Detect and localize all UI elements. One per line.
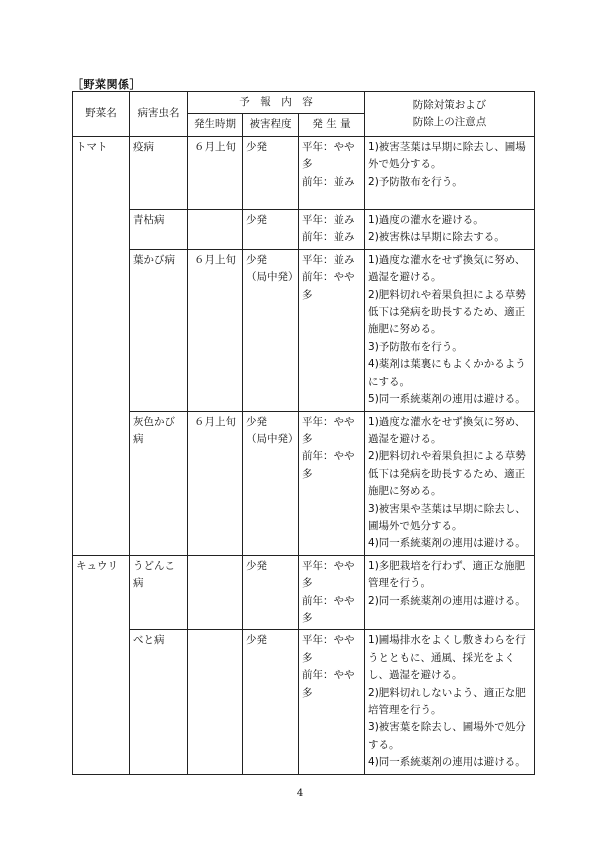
table-row — [73, 249, 535, 411]
measures-cell-line: 2)肥料切れや着果負担による草勢低下は発病を助長するため、適正施肥に努める。 — [368, 288, 526, 336]
occurrence-time-cell — [188, 630, 243, 774]
amount-cell-line: 前年：やや多 — [302, 669, 355, 699]
header-measures — [365, 92, 535, 137]
measures-cell — [365, 411, 535, 555]
measures-cell-line: 4)薬剤は葉裏にもよくかかるようにする。 — [368, 358, 526, 388]
amount-cell-line: 平年：やや多 — [302, 140, 355, 171]
pest-cell: 灰色かび病 — [130, 411, 188, 555]
measures-cell-line: 3)予防散布を行う。 — [368, 340, 463, 353]
measures-cell-line: 4)同一系統薬剤の連用は避ける。 — [368, 537, 526, 550]
amount-cell-line: 前年：やや多 — [302, 450, 355, 480]
damage-cell — [243, 136, 299, 209]
measures-cell-line: 2)予防散布を行う。 — [368, 175, 463, 188]
pest-cell: 葉かび病 — [130, 249, 188, 411]
measures-cell-line: 1)過度な灌水をせず換気に努め、過湿を避ける。 — [368, 253, 526, 284]
table-body — [73, 136, 535, 774]
table-row — [73, 411, 535, 555]
crop-cell — [73, 411, 130, 555]
table-row — [73, 630, 535, 774]
damage-cell — [243, 630, 299, 774]
header-forecast: 予 報 内 容 — [188, 92, 365, 114]
amount-cell — [299, 411, 365, 555]
measures-cell — [365, 249, 535, 411]
crop-cell — [73, 249, 130, 411]
page-number: 4 — [296, 788, 304, 799]
measures-cell-line: 1)圃場排水をよくし敷きわらを行うとともに、通風、採光をよくし、過湿を避ける。 — [368, 634, 526, 682]
amount-cell-line: 前年：やや多 — [302, 594, 355, 624]
damage-cell-line: 少発 — [246, 634, 267, 647]
crop-cell: キュウリ — [73, 555, 130, 630]
measures-cell-line: 1)過度な灌水をせず換気に努め、過湿を避ける。 — [368, 415, 526, 445]
header-measures-line1: 防除対策および — [412, 98, 487, 111]
measures-cell-line: 1)多肥栽培を行わず、適正な施肥管理を行う。 — [368, 559, 525, 590]
damage-cell-line: 少発 — [246, 559, 267, 572]
measures-cell-line: 3)被害葉を除去し、圃場外で処分する。 — [368, 721, 526, 751]
pest-cell: べと病 — [130, 630, 188, 774]
forecast-table — [72, 91, 535, 775]
damage-cell-line: （局中発） — [246, 432, 299, 445]
damage-cell — [243, 249, 299, 411]
measures-cell — [365, 210, 535, 250]
amount-cell — [299, 555, 365, 630]
measures-cell — [365, 555, 535, 630]
amount-cell-line: 平年：やや多 — [302, 634, 355, 664]
damage-cell-line: （局中発） — [246, 271, 299, 284]
header-crop: 野菜名 — [73, 92, 130, 137]
damage-cell — [243, 555, 299, 630]
header-occurrence-time: 発生時期 — [188, 114, 243, 136]
measures-cell — [365, 136, 535, 209]
measures-cell-line: 1)過度の灌水を避ける。 — [368, 214, 484, 227]
table-row — [73, 555, 535, 630]
measures-cell-line: 2)肥料切れしないよう、適正な肥培管理を行う。 — [368, 686, 526, 716]
pest-cell: 青枯病 — [130, 210, 188, 250]
amount-cell — [299, 630, 365, 774]
measures-cell-line: 3)被害果や茎葉は早期に除去し、圃場外で処分する。 — [368, 502, 526, 532]
measures-cell-line: 2)同一系統薬剤の連用は避ける。 — [368, 594, 526, 607]
table-row — [73, 136, 535, 209]
amount-cell-line: 平年：やや多 — [302, 559, 355, 590]
measures-cell-line: 2)被害株は早期に除去する。 — [368, 231, 505, 244]
header-damage-level: 被害程度 — [243, 114, 299, 136]
occurrence-time-cell: ６月上旬 — [188, 411, 243, 555]
section-title: ［野菜関係］ — [72, 78, 141, 91]
damage-cell-line: 少発 — [246, 415, 267, 428]
crop-cell — [73, 210, 130, 250]
occurrence-time-cell: ６月上旬 — [188, 249, 243, 411]
amount-cell-line: 平年：並み — [302, 253, 355, 266]
amount-cell-line: 前年：やや多 — [302, 271, 355, 301]
occurrence-time-cell: ６月上旬 — [188, 136, 243, 209]
damage-cell-line: 少発 — [246, 140, 267, 153]
crop-cell — [73, 630, 130, 774]
table-row — [73, 210, 535, 250]
pest-cell: うどんこ病 — [130, 555, 188, 630]
amount-cell-line: 平年：並み — [302, 214, 355, 227]
measures-cell-line: 5)同一系統薬剤の連用は避ける。 — [368, 393, 526, 406]
measures-cell-line: 2)肥料切れや着果負担による草勢低下は発病を助長するため、適正施肥に努める。 — [368, 450, 526, 498]
damage-cell — [243, 411, 299, 555]
damage-cell-line: 少発 — [246, 214, 267, 227]
amount-cell-line: 前年：並み — [302, 175, 355, 188]
occurrence-time-cell — [188, 210, 243, 250]
measures-cell — [365, 630, 535, 774]
header-pest: 病害虫名 — [130, 92, 188, 137]
pest-cell: 疫病 — [130, 136, 188, 209]
measures-cell-line: 4)同一系統薬剤の連用は避ける。 — [368, 756, 526, 769]
damage-cell-line: 少発 — [246, 253, 267, 266]
amount-cell — [299, 210, 365, 250]
amount-cell-line: 前年：並み — [302, 231, 355, 244]
amount-cell — [299, 136, 365, 209]
amount-cell — [299, 249, 365, 411]
damage-cell — [243, 210, 299, 250]
crop-cell: トマト — [73, 136, 130, 209]
header-measures-line2: 防除上の注意点 — [412, 115, 487, 128]
header-occurrence-amount: 発 生 量 — [299, 114, 365, 136]
occurrence-time-cell — [188, 555, 243, 630]
measures-cell-line: 1)被害茎葉は早期に除去し、圃場外で処分する。 — [368, 140, 526, 171]
amount-cell-line: 平年：やや多 — [302, 415, 355, 445]
